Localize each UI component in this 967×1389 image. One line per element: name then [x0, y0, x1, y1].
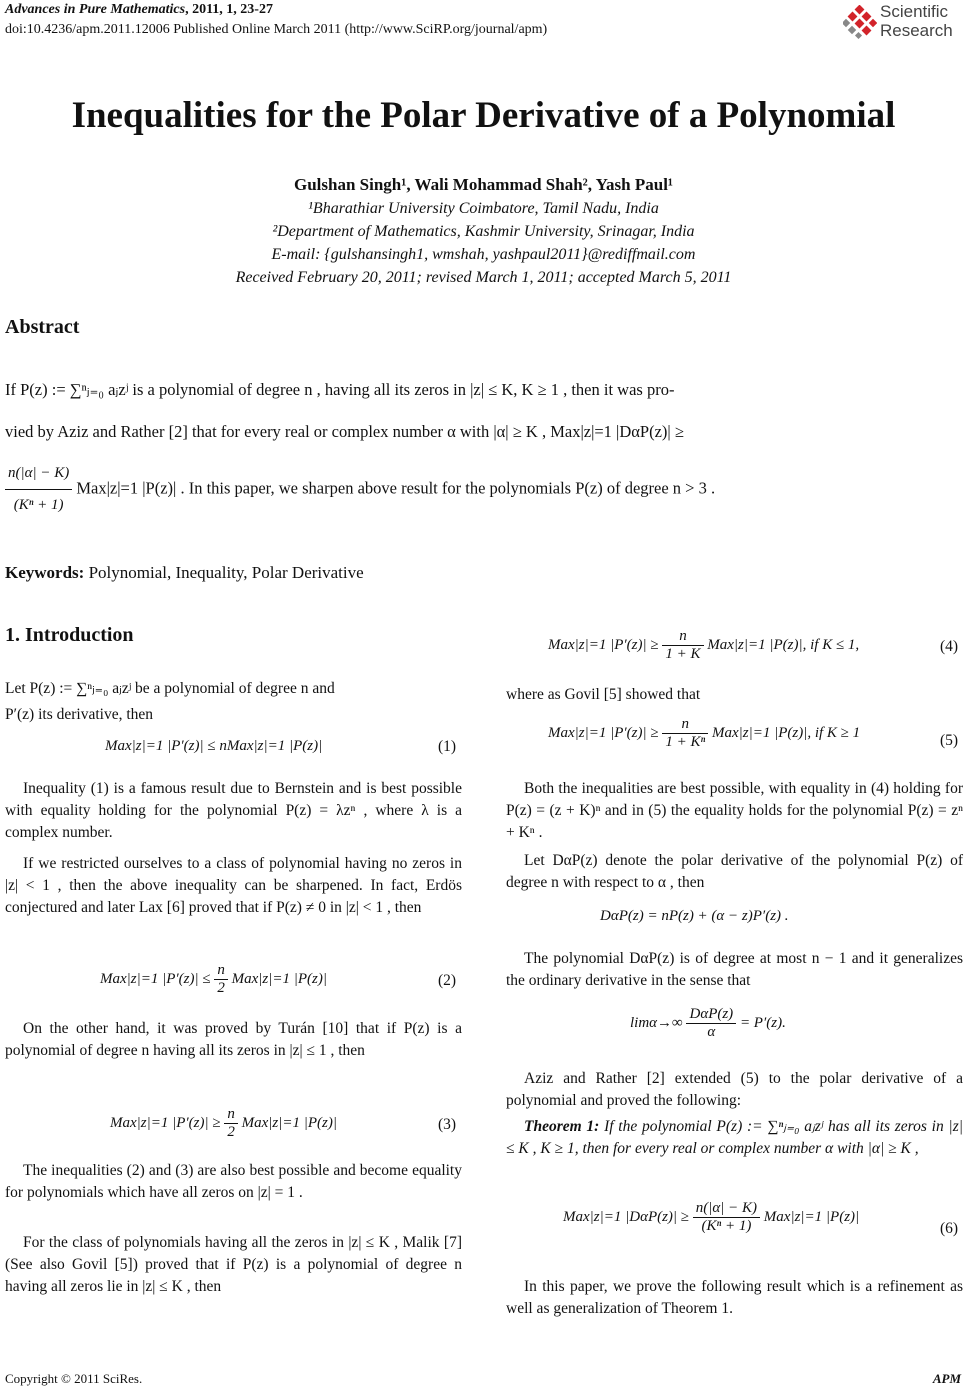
eq7-lim: limα→∞: [630, 1014, 683, 1031]
eq8-num: n(|α| − K): [693, 1200, 760, 1218]
journal-header: [5, 2, 273, 18]
eq2-den: 2: [217, 980, 225, 996]
journal-abbr: APM: [932, 1371, 961, 1386]
logo-line1: Scientific: [880, 2, 949, 21]
equation-6: [563, 1200, 859, 1235]
logo-text: [880, 2, 953, 40]
eq4-fraction: [662, 628, 703, 663]
eq4-num: n: [662, 628, 703, 646]
logo-line2: Research: [880, 21, 953, 40]
theorem-text: If the polynomial P(z) := ∑ⁿⱼ₌₀ aⱼzʲ has all its zeros in |z| ≤ K , K ≥ 1, then for every real or complex number α with |α| ≥ K ,: [506, 1118, 963, 1157]
doi-line: doi:10.4236/apm.2011.12006 Published Online March 2011 (http://www.SciRP.org/journal/apm): [5, 22, 548, 37]
abstract-line-3-text: Max|z|=1 |P(z)| . In this paper, we sharpen above result for the polynomials P(z) of degree n > 3 .: [76, 478, 716, 498]
email-line: E-mail: {gulshansingh1, wmshah, yashpaul2011}@rediffmail.com: [271, 246, 696, 263]
intro-para-1b: P′(z) its derivative, then: [5, 706, 154, 723]
eq5-fraction: [662, 716, 708, 751]
equation-3-number: (3): [438, 1116, 457, 1133]
volume-info: , 2011, 1, 23-27: [185, 2, 273, 17]
intro-para-3: If we restricted ourselves to a class of polynomial having no zeros in |z| < 1 , then the above inequality can be sharpened. In fact, Erdös conjectured and later Lax [6] proved that if P(z) ≠ 0 in |z| < 1 , then: [5, 855, 462, 916]
equation-5: [548, 716, 860, 751]
abstract-line-1: If P(z) := ∑ⁿⱼ₌₀ aⱼzʲ is a polynomial of degree n , having all its zeros in |z| ≤ K, K ≥ 1 , then it was pro-: [5, 380, 675, 399]
eq8-right: Max|z|=1 |P(z)|: [763, 1208, 860, 1225]
eq7-num: DαP(z): [686, 1006, 736, 1024]
authors: Gulshan Singh¹, Wali Mohammad Shah², Yash Paul¹: [293, 175, 674, 194]
eq3-den: 2: [227, 1124, 235, 1140]
eq4-left: Max|z|=1 |P′(z)| ≥: [548, 636, 659, 653]
eq3-left: Max|z|=1 |P′(z)| ≥: [110, 1114, 221, 1131]
logo-icon: [843, 5, 877, 39]
right-para-6: In this paper, we prove the following result which is a refinement as well as generalization of Theorem 1.: [506, 1278, 963, 1317]
equation-5-number: (5): [940, 732, 959, 749]
eq8-fraction: [693, 1200, 760, 1235]
right-para-3: Let DαP(z) denote the polar derivative of the polynomial P(z) of degree n with respect to α , then: [506, 852, 963, 891]
fraction-numerator: n(|α| − K): [5, 458, 72, 490]
eq8-den: (Kⁿ + 1): [701, 1218, 752, 1234]
eq7-den: α: [707, 1024, 716, 1040]
affiliation-1: ¹Bharathiar University Coimbatore, Tamil Nadu, India: [308, 200, 659, 217]
abstract-line-3: [5, 458, 963, 521]
right-para-1: where as Govil [5] showed that: [506, 686, 701, 703]
received-dates: Received February 20, 2011; revised March 1, 2011; accepted March 5, 2011: [235, 269, 732, 286]
eq3-right: Max|z|=1 |P(z)|: [241, 1114, 337, 1131]
theorem-1: [506, 1116, 963, 1160]
keywords: [5, 563, 364, 583]
section-introduction: 1. Introduction: [5, 624, 134, 646]
equation-6-number: (6): [940, 1220, 959, 1237]
right-para-2: Both the inequalities are best possible, with equality in (4) holding for P(z) = (z + K)ⁿ and in (5) the equality holds for the polynomial P(z) = zⁿ + Kⁿ .: [506, 780, 963, 841]
fraction-denominator: (Kⁿ + 1): [13, 497, 64, 513]
paper-title: Inequalities for the Polar Derivative of a Polynomial: [71, 95, 896, 136]
intro-para-6: For the class of polynomials having all the zeros in |z| ≤ K , Malik [7] (See also Govil [5]) proved that if P(z) is a polynomial of degree n having all zeros lie in |z| ≤ K , then: [5, 1234, 462, 1295]
abstract-heading: Abstract: [5, 316, 80, 338]
eq5-left: Max|z|=1 |P′(z)| ≥: [548, 724, 659, 741]
equation-polar: DαP(z) = nP(z) + (α − z)P′(z) .: [600, 908, 789, 924]
equation-4: [548, 628, 859, 663]
right-para-4: The polynomial DαP(z) is of degree at most n − 1 and it generalizes the ordinary derivative in the sense that: [506, 950, 963, 989]
abstract-fraction: [5, 458, 72, 521]
equation-1: Max|z|=1 |P′(z)| ≤ nMax|z|=1 |P(z)|: [105, 738, 323, 754]
equation-2: [100, 962, 327, 997]
equation-3: [110, 1106, 337, 1141]
equation-1-number: (1): [438, 738, 457, 755]
eq3-fraction: [224, 1106, 238, 1141]
eq2-fraction: [214, 962, 228, 997]
keywords-label: Keywords:: [5, 563, 85, 582]
eq2-left: Max|z|=1 |P′(z)| ≤: [100, 970, 211, 987]
eq7-right: = P′(z).: [739, 1014, 786, 1031]
equation-limit: [630, 1006, 786, 1041]
publisher-logo: [843, 3, 963, 45]
intro-para-1a: Let P(z) := ∑ⁿⱼ₌₀ aⱼzʲ be a polynomial of degree n and: [5, 680, 335, 697]
equation-4-number: (4): [940, 638, 959, 655]
intro-para-5: The inequalities (2) and (3) are also best possible and become equality for polynomials which have all zeros on |z| = 1 .: [5, 1162, 462, 1201]
eq8-left: Max|z|=1 |DαP(z)| ≥: [563, 1208, 690, 1225]
eq2-num: n: [214, 962, 228, 980]
eq7-fraction: [686, 1006, 736, 1041]
eq3-num: n: [224, 1106, 238, 1124]
eq5-right: Max|z|=1 |P(z)|, if K ≥ 1: [711, 724, 861, 741]
affiliation-2: ²Department of Mathematics, Kashmir University, Srinagar, India: [272, 223, 695, 240]
eq5-num: n: [662, 716, 708, 734]
intro-para-2: Inequality (1) is a famous result due to Bernstein and is best possible with equality holding for the polynomial P(z) = λzⁿ , where λ is a complex number.: [5, 780, 462, 841]
equation-2-number: (2): [438, 972, 457, 989]
journal-name: Advances in Pure Mathematics: [5, 2, 186, 17]
intro-para-4: On the other hand, it was proved by Turán [10] that if P(z) is a polynomial of degree n having all its zeros in |z| ≤ 1 , then: [5, 1020, 462, 1059]
right-para-5: Aziz and Rather [2] extended (5) to the polar derivative of a polynomial and proved the following:: [506, 1070, 963, 1109]
copyright: Copyright © 2011 SciRes.: [5, 1371, 143, 1386]
eq4-right: Max|z|=1 |P(z)|, if K ≤ 1,: [707, 636, 860, 653]
abstract-line-2: vied by Aziz and Rather [2] that for every real or complex number α with |α| ≥ K , Max|z|=1 |DαP(z)| ≥: [5, 422, 684, 441]
keywords-list: Polynomial, Inequality, Polar Derivative: [84, 563, 364, 582]
theorem-label: Theorem 1:: [524, 1118, 600, 1135]
eq5-den: 1 + Kⁿ: [665, 734, 706, 750]
eq2-right: Max|z|=1 |P(z)|: [231, 970, 327, 987]
eq4-den: 1 + K: [665, 646, 701, 662]
